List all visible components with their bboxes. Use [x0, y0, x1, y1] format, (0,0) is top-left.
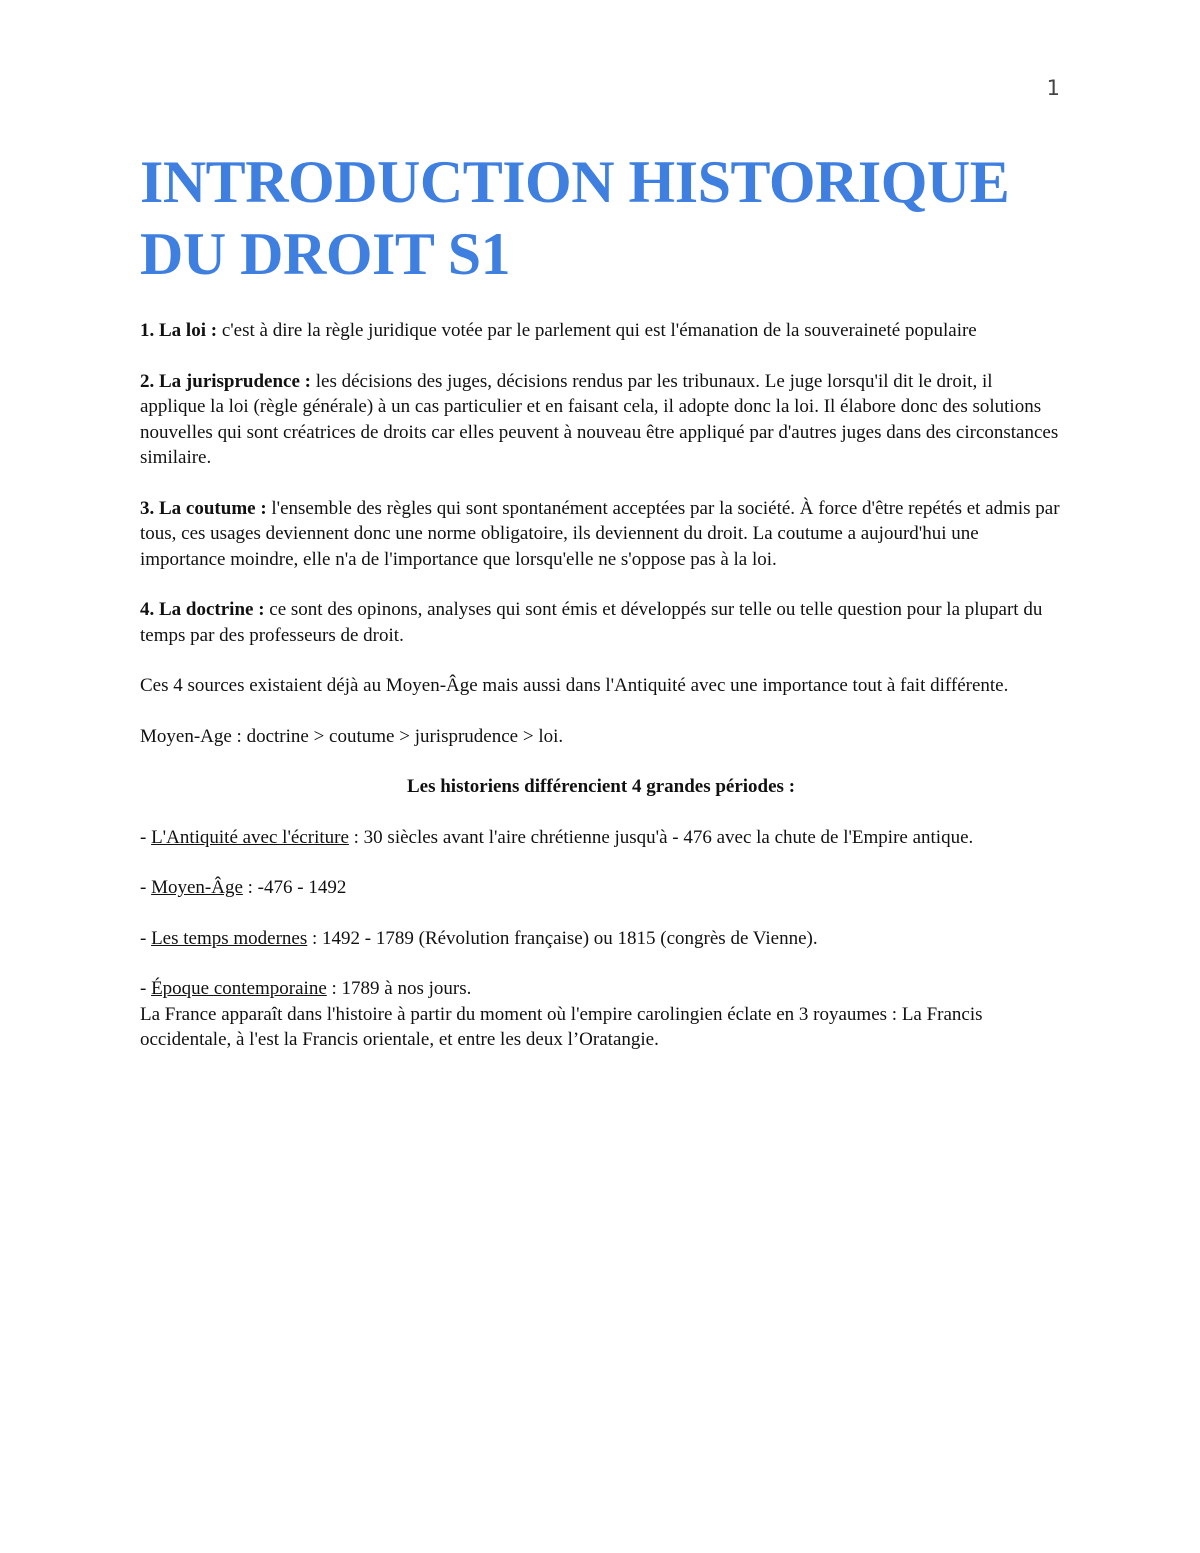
period-prefix: - [140, 826, 152, 848]
source-jurisprudence [140, 369, 1062, 471]
source-coutume [140, 496, 1062, 573]
moyen-age-order: Moyen-Age : doctrine > coutume > jurisprudence > loi. [140, 725, 564, 747]
period-item [140, 926, 1062, 952]
period-name: L'Antiquité avec l'écriture [151, 826, 349, 848]
source-text: les décisions des juges, décisions rendus par les tribunaux. Le juge lorsqu'il dit le droit, il applique la loi (règle générale) à un cas particulier et en faisant cela, il adopte donc la loi. Il élabore donc des solutions nouvelles qui sont créatrices de droits car elles peuvent à nouveau être appliqué par d'autres juges dans des circonstances similaire. [140, 370, 1059, 468]
periods-heading: Les historiens différencient 4 grandes périodes : [406, 776, 796, 797]
period-item [140, 976, 1062, 1002]
period-prefix: - [140, 927, 152, 949]
period-item [140, 825, 1062, 851]
period-prefix: - [140, 978, 152, 999]
document-body [140, 146, 1062, 1053]
source-doctrine [140, 597, 1062, 648]
source-label: 3. La coutume : [140, 497, 267, 519]
page-number: 1 [1046, 76, 1060, 100]
period-desc: : -476 - 1492 [242, 877, 347, 898]
closing-paragraph: La France apparaît dans l'histoire à partir du moment où l'empire carolingien éclate en 3 royaumes : La Francis occidentale, à l'est la Francis orientale, et entre les deux l’Oratangie. [140, 1003, 983, 1050]
sources-note: Ces 4 sources existaient déjà au Moyen-Âge mais aussi dans l'Antiquité avec une importance tout à fait différente. [140, 675, 1009, 696]
source-text: ce sont des opinons, analyses qui sont émis et développés sur telle ou telle question pour la plupart du temps par des professeurs de droit. [140, 599, 1043, 646]
period-desc: : 30 siècles avant l'aire chrétienne jusqu'à - 476 avec la chute de l'Empire antique. [348, 826, 974, 848]
source-loi [140, 318, 1062, 344]
source-label: 1. La loi : [140, 320, 218, 341]
source-text: c'est à dire la règle juridique votée par le parlement qui est l'émanation de la souveraineté populaire [217, 320, 977, 341]
period-name: Les temps modernes [151, 927, 308, 949]
document-title: INTRODUCTION HISTORIQUE DU DROIT S1 [140, 149, 1010, 287]
period-name: Moyen-Âge [151, 877, 243, 898]
period-name: Époque contemporaine [151, 978, 327, 999]
source-label: 4. La doctrine : [140, 599, 265, 620]
period-prefix: - [140, 877, 152, 898]
source-text: l'ensemble des règles qui sont spontanément acceptées par la société. À force d'être repétés et admis par tous, ces usages deviennent donc une norme obligatoire, ils deviennent du droit. La coutume a aujourd'hui une importance moindre, elle n'a de l'importance que lorsqu'elle ne s'oppose pas à la loi. [140, 497, 1060, 570]
period-desc: : 1789 à nos jours. [326, 978, 472, 999]
source-label: 2. La jurisprudence : [140, 370, 311, 392]
period-desc: : 1492 - 1789 (Révolution française) ou 1815 (congrès de Vienne). [307, 927, 818, 949]
period-item [140, 875, 1062, 901]
